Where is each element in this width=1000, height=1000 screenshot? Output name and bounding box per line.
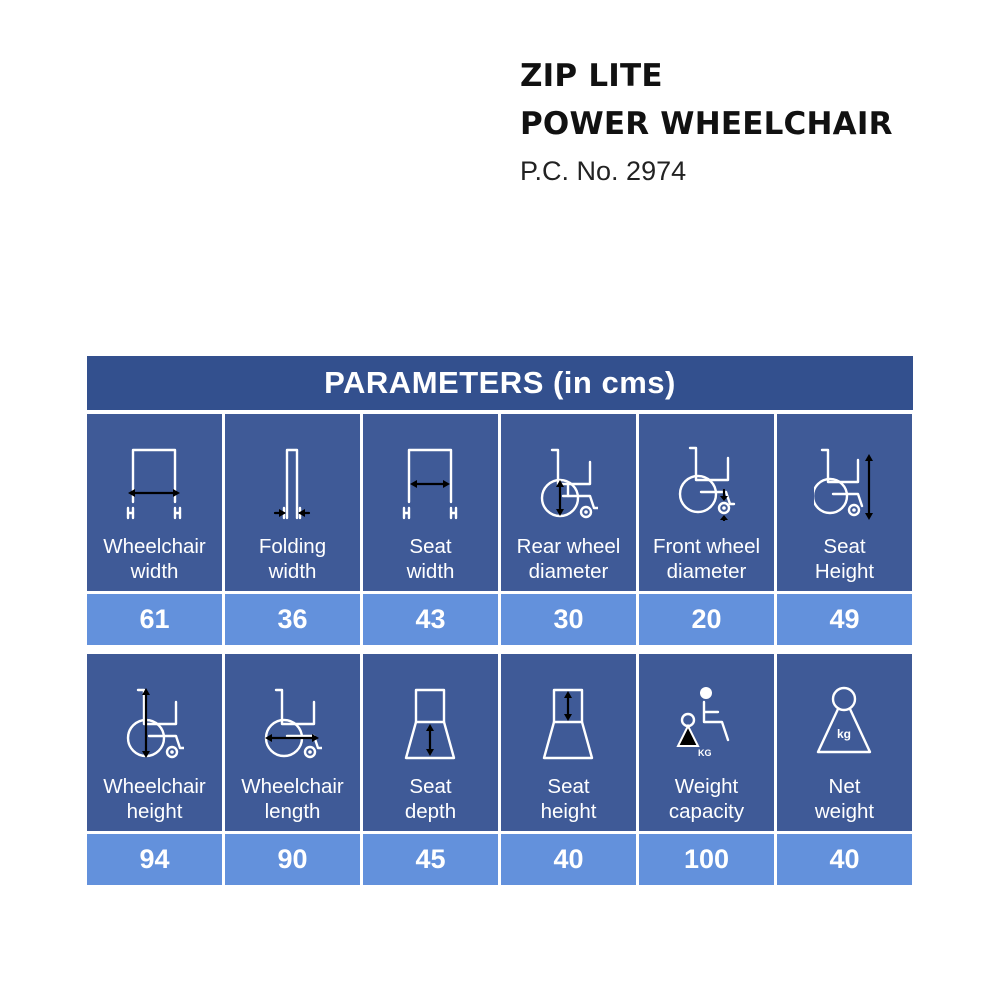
param-value: 30 <box>501 594 636 645</box>
product-title <box>520 52 893 148</box>
param-label: Wheelchair <box>103 535 206 558</box>
param-value: 49 <box>777 594 912 645</box>
param-wheelchair-height <box>87 654 222 885</box>
param-front-wheel-diameter <box>639 414 774 645</box>
param-label: width <box>268 560 317 583</box>
param-label: Seat <box>547 775 590 798</box>
param-label: Weight <box>674 775 739 798</box>
param-seat-width <box>363 414 498 645</box>
param-wheelchair-length <box>225 654 360 885</box>
rear-wheel-icon <box>538 446 598 521</box>
seat-height-side-icon <box>814 446 874 521</box>
param-label: depth <box>404 800 457 823</box>
param-value: 36 <box>225 594 360 645</box>
param-label: Folding <box>258 535 327 558</box>
param-value: 43 <box>363 594 498 645</box>
param-net-weight <box>777 654 912 885</box>
seat-height-front-icon <box>538 686 598 761</box>
param-seat-height-front <box>501 654 636 885</box>
param-folding-width <box>225 414 360 645</box>
param-label: Front wheel <box>652 535 761 558</box>
net-weight-kg-text: kg <box>836 727 852 741</box>
param-label: diameter <box>528 560 609 583</box>
param-weight-capacity <box>639 654 774 885</box>
param-label: Net <box>828 775 861 798</box>
param-label: Height <box>814 560 875 583</box>
net-weight-icon <box>814 686 874 761</box>
front-wheel-icon <box>676 446 736 521</box>
weight-capacity-kg-text: KG <box>698 748 712 758</box>
param-label: weight <box>814 800 875 823</box>
param-value: 94 <box>87 834 222 885</box>
param-label: diameter <box>666 560 747 583</box>
param-label: capacity <box>668 800 745 823</box>
param-label: Seat <box>409 775 452 798</box>
param-wheelchair-width <box>87 414 222 645</box>
param-seat-depth <box>363 654 498 885</box>
parameters-row-2 <box>87 654 913 885</box>
param-label: Wheelchair <box>103 775 206 798</box>
param-label: Seat <box>823 535 866 558</box>
param-label: height <box>126 800 183 823</box>
parameters-row-1 <box>87 414 913 645</box>
pc-number: P.C. No. 2974 <box>520 156 687 186</box>
param-label: length <box>264 800 321 823</box>
param-value: 40 <box>777 834 912 885</box>
param-label: width <box>406 560 455 583</box>
weight-capacity-icon <box>676 686 736 761</box>
param-seat-height-side <box>777 414 912 645</box>
frame-width-icon <box>124 446 184 521</box>
param-value: 100 <box>639 834 774 885</box>
folded-width-icon <box>262 446 322 521</box>
param-label: Wheelchair <box>241 775 344 798</box>
parameters-table <box>87 356 913 888</box>
param-label: width <box>130 560 179 583</box>
param-value: 61 <box>87 594 222 645</box>
wheelchair-height-icon <box>124 686 184 761</box>
parameters-header: PARAMETERS (in cms) <box>87 356 913 410</box>
seat-depth-icon <box>400 686 460 761</box>
param-label: height <box>540 800 597 823</box>
param-label: Rear wheel <box>516 535 621 558</box>
seat-width-icon <box>400 446 460 521</box>
product-title-line2: POWER WHEELCHAIR <box>520 106 893 142</box>
param-value: 40 <box>501 834 636 885</box>
wheelchair-length-icon <box>262 686 322 761</box>
param-value: 20 <box>639 594 774 645</box>
param-rear-wheel-diameter <box>501 414 636 645</box>
param-label: Seat <box>409 535 452 558</box>
param-value: 45 <box>363 834 498 885</box>
product-title-line1: ZIP LITE <box>520 58 663 94</box>
param-value: 90 <box>225 834 360 885</box>
